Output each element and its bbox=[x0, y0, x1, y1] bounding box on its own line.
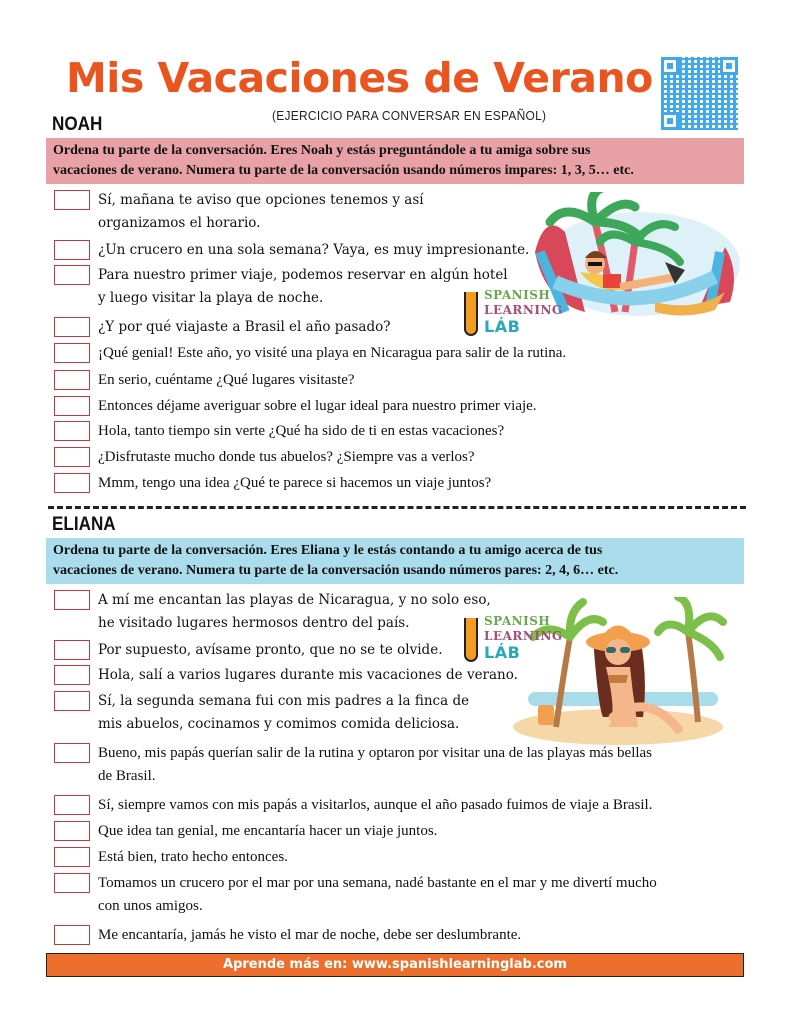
instructions-line: Ordena tu parte de la conversación. Eres Noah y estás preguntándole a tu amiga sobre sus bbox=[53, 143, 591, 158]
instructions-banner-eliana bbox=[46, 538, 744, 584]
dialogue-text: Sí, siempre vamos con mis papás a visitarlos, aunque el año pasado fuimos de viaje a Brasil. bbox=[98, 797, 653, 813]
speaker-label-eliana: ELIANA bbox=[52, 514, 116, 535]
dialogue-text: Hola, salí a varios lugares durante mis vacaciones de verano. bbox=[98, 667, 518, 683]
dialogue-text: Me encantaría, jamás he visto el mar de noche, debe ser deslumbrante. bbox=[98, 927, 522, 943]
list-item bbox=[54, 316, 391, 339]
dialogue-text: Por supuesto, avísame pronto, que no se te olvide. bbox=[98, 642, 443, 658]
order-number-input[interactable] bbox=[54, 190, 90, 210]
list-item bbox=[54, 472, 491, 495]
order-number-input[interactable] bbox=[54, 447, 90, 467]
dialogue-text: Sí, mañana te aviso que opciones tenemos y así organizamos el horario. bbox=[98, 192, 424, 231]
list-item bbox=[54, 846, 288, 869]
dialogue-text: Tomamos un crucero por el mar por una semana, nadé bastante en el mar y me divertí mucho con unos amigos. bbox=[98, 875, 657, 914]
speaker-label-noah: NOAH bbox=[52, 114, 103, 135]
instructions-banner-noah bbox=[46, 138, 744, 184]
order-number-input[interactable] bbox=[54, 421, 90, 441]
order-number-input[interactable] bbox=[54, 473, 90, 493]
dialogue-text: Sí, la segunda semana fui con mis padres a la finca de mis abuelos, cocinamos y comimos comida deliciosa. bbox=[98, 693, 470, 732]
list-item bbox=[54, 369, 355, 392]
list-item bbox=[54, 639, 442, 662]
test-tube-icon bbox=[464, 618, 478, 662]
list-item bbox=[54, 239, 529, 262]
dialogue-text: ¡Qué genial! Este año, yo visité una playa en Nicaragua para salir de la rutina. bbox=[98, 345, 567, 361]
dialogue-text: Hola, tanto tiempo sin verte ¿Qué ha sido de ti en estas vacaciones? bbox=[98, 423, 505, 439]
order-number-input[interactable] bbox=[54, 343, 90, 363]
order-number-input[interactable] bbox=[54, 665, 90, 685]
list-item bbox=[54, 690, 469, 736]
list-item bbox=[54, 742, 652, 788]
order-number-input[interactable] bbox=[54, 873, 90, 893]
list-item bbox=[54, 664, 518, 687]
dialogue-text: Bueno, mis papás querían salir de la rutina y optaron por visitar una de las playas más bellas de Brasil. bbox=[98, 745, 653, 784]
list-item bbox=[54, 794, 652, 817]
worksheet-title: Mis Vacaciones de Verano bbox=[66, 54, 653, 102]
dialogue-text: A mí me encantan las playas de Nicaragua, y no solo eso, he visitado lugares hermosos dentro del país. bbox=[98, 592, 491, 631]
order-number-input[interactable] bbox=[54, 925, 90, 945]
qr-code-icon[interactable] bbox=[661, 57, 738, 130]
worksheet-subtitle: (EJERCICIO PARA CONVERSAR EN ESPAÑOL) bbox=[272, 108, 547, 123]
order-number-input[interactable] bbox=[54, 317, 90, 337]
dialogue-text: ¿Y por qué viajaste a Brasil el año pasado? bbox=[98, 319, 391, 335]
instructions-line: vacaciones de verano. Numera tu parte de la conversación usando números impares: 1, 3, 5… etc. bbox=[53, 163, 634, 178]
order-number-input[interactable] bbox=[54, 795, 90, 815]
order-number-input[interactable] bbox=[54, 743, 90, 763]
dialogue-text: Que idea tan genial, me encantaría hacer un viaje juntos. bbox=[98, 823, 438, 839]
spanish-learning-lab-logo: SPANISH LEARNING LÁB bbox=[462, 288, 582, 344]
test-tube-icon bbox=[464, 292, 478, 336]
list-item bbox=[54, 395, 537, 418]
spanish-learning-lab-logo: SPANISH LEARNING LÁB bbox=[462, 614, 582, 670]
order-number-input[interactable] bbox=[54, 265, 90, 285]
order-number-input[interactable] bbox=[54, 821, 90, 841]
dialogue-text: ¿Un crucero en una sola semana? Vaya, es muy impresionante. bbox=[98, 242, 530, 258]
order-number-input[interactable] bbox=[54, 240, 90, 260]
instructions-line: Ordena tu parte de la conversación. Eres Eliana y le estás contando a tu amigo acerca de tus bbox=[53, 543, 603, 558]
order-number-input[interactable] bbox=[54, 691, 90, 711]
dialogue-text: ¿Disfrutaste mucho donde tus abuelos? ¿Siempre vas a verlos? bbox=[98, 449, 475, 465]
dialogue-text: Entonces déjame averiguar sobre el lugar ideal para nuestro primer viaje. bbox=[98, 398, 537, 414]
dialogue-text: Para nuestro primer viaje, podemos reservar en algún hotel y luego visitar la playa de noche. bbox=[98, 267, 508, 306]
instructions-line: vacaciones de verano. Numera tu parte de la conversación usando números pares: 2, 4, 6… etc. bbox=[53, 563, 619, 578]
list-item bbox=[54, 589, 491, 635]
list-item bbox=[54, 342, 566, 365]
order-number-input[interactable] bbox=[54, 640, 90, 660]
section-divider bbox=[48, 506, 746, 509]
footer-link-banner[interactable]: Aprende más en: www.spanishlearninglab.com bbox=[46, 953, 744, 977]
list-item bbox=[54, 446, 475, 469]
list-item bbox=[54, 872, 657, 918]
list-item bbox=[54, 264, 508, 310]
list-item bbox=[54, 189, 424, 235]
list-item bbox=[54, 924, 521, 947]
list-item bbox=[54, 420, 504, 443]
dialogue-text: Mmm, tengo una idea ¿Qué te parece si hacemos un viaje juntos? bbox=[98, 475, 492, 491]
list-item bbox=[54, 820, 437, 843]
dialogue-text: Está bien, trato hecho entonces. bbox=[98, 849, 288, 865]
dialogue-text: En serio, cuéntame ¿Qué lugares visitaste? bbox=[98, 372, 355, 388]
order-number-input[interactable] bbox=[54, 396, 90, 416]
order-number-input[interactable] bbox=[54, 847, 90, 867]
order-number-input[interactable] bbox=[54, 590, 90, 610]
order-number-input[interactable] bbox=[54, 370, 90, 390]
